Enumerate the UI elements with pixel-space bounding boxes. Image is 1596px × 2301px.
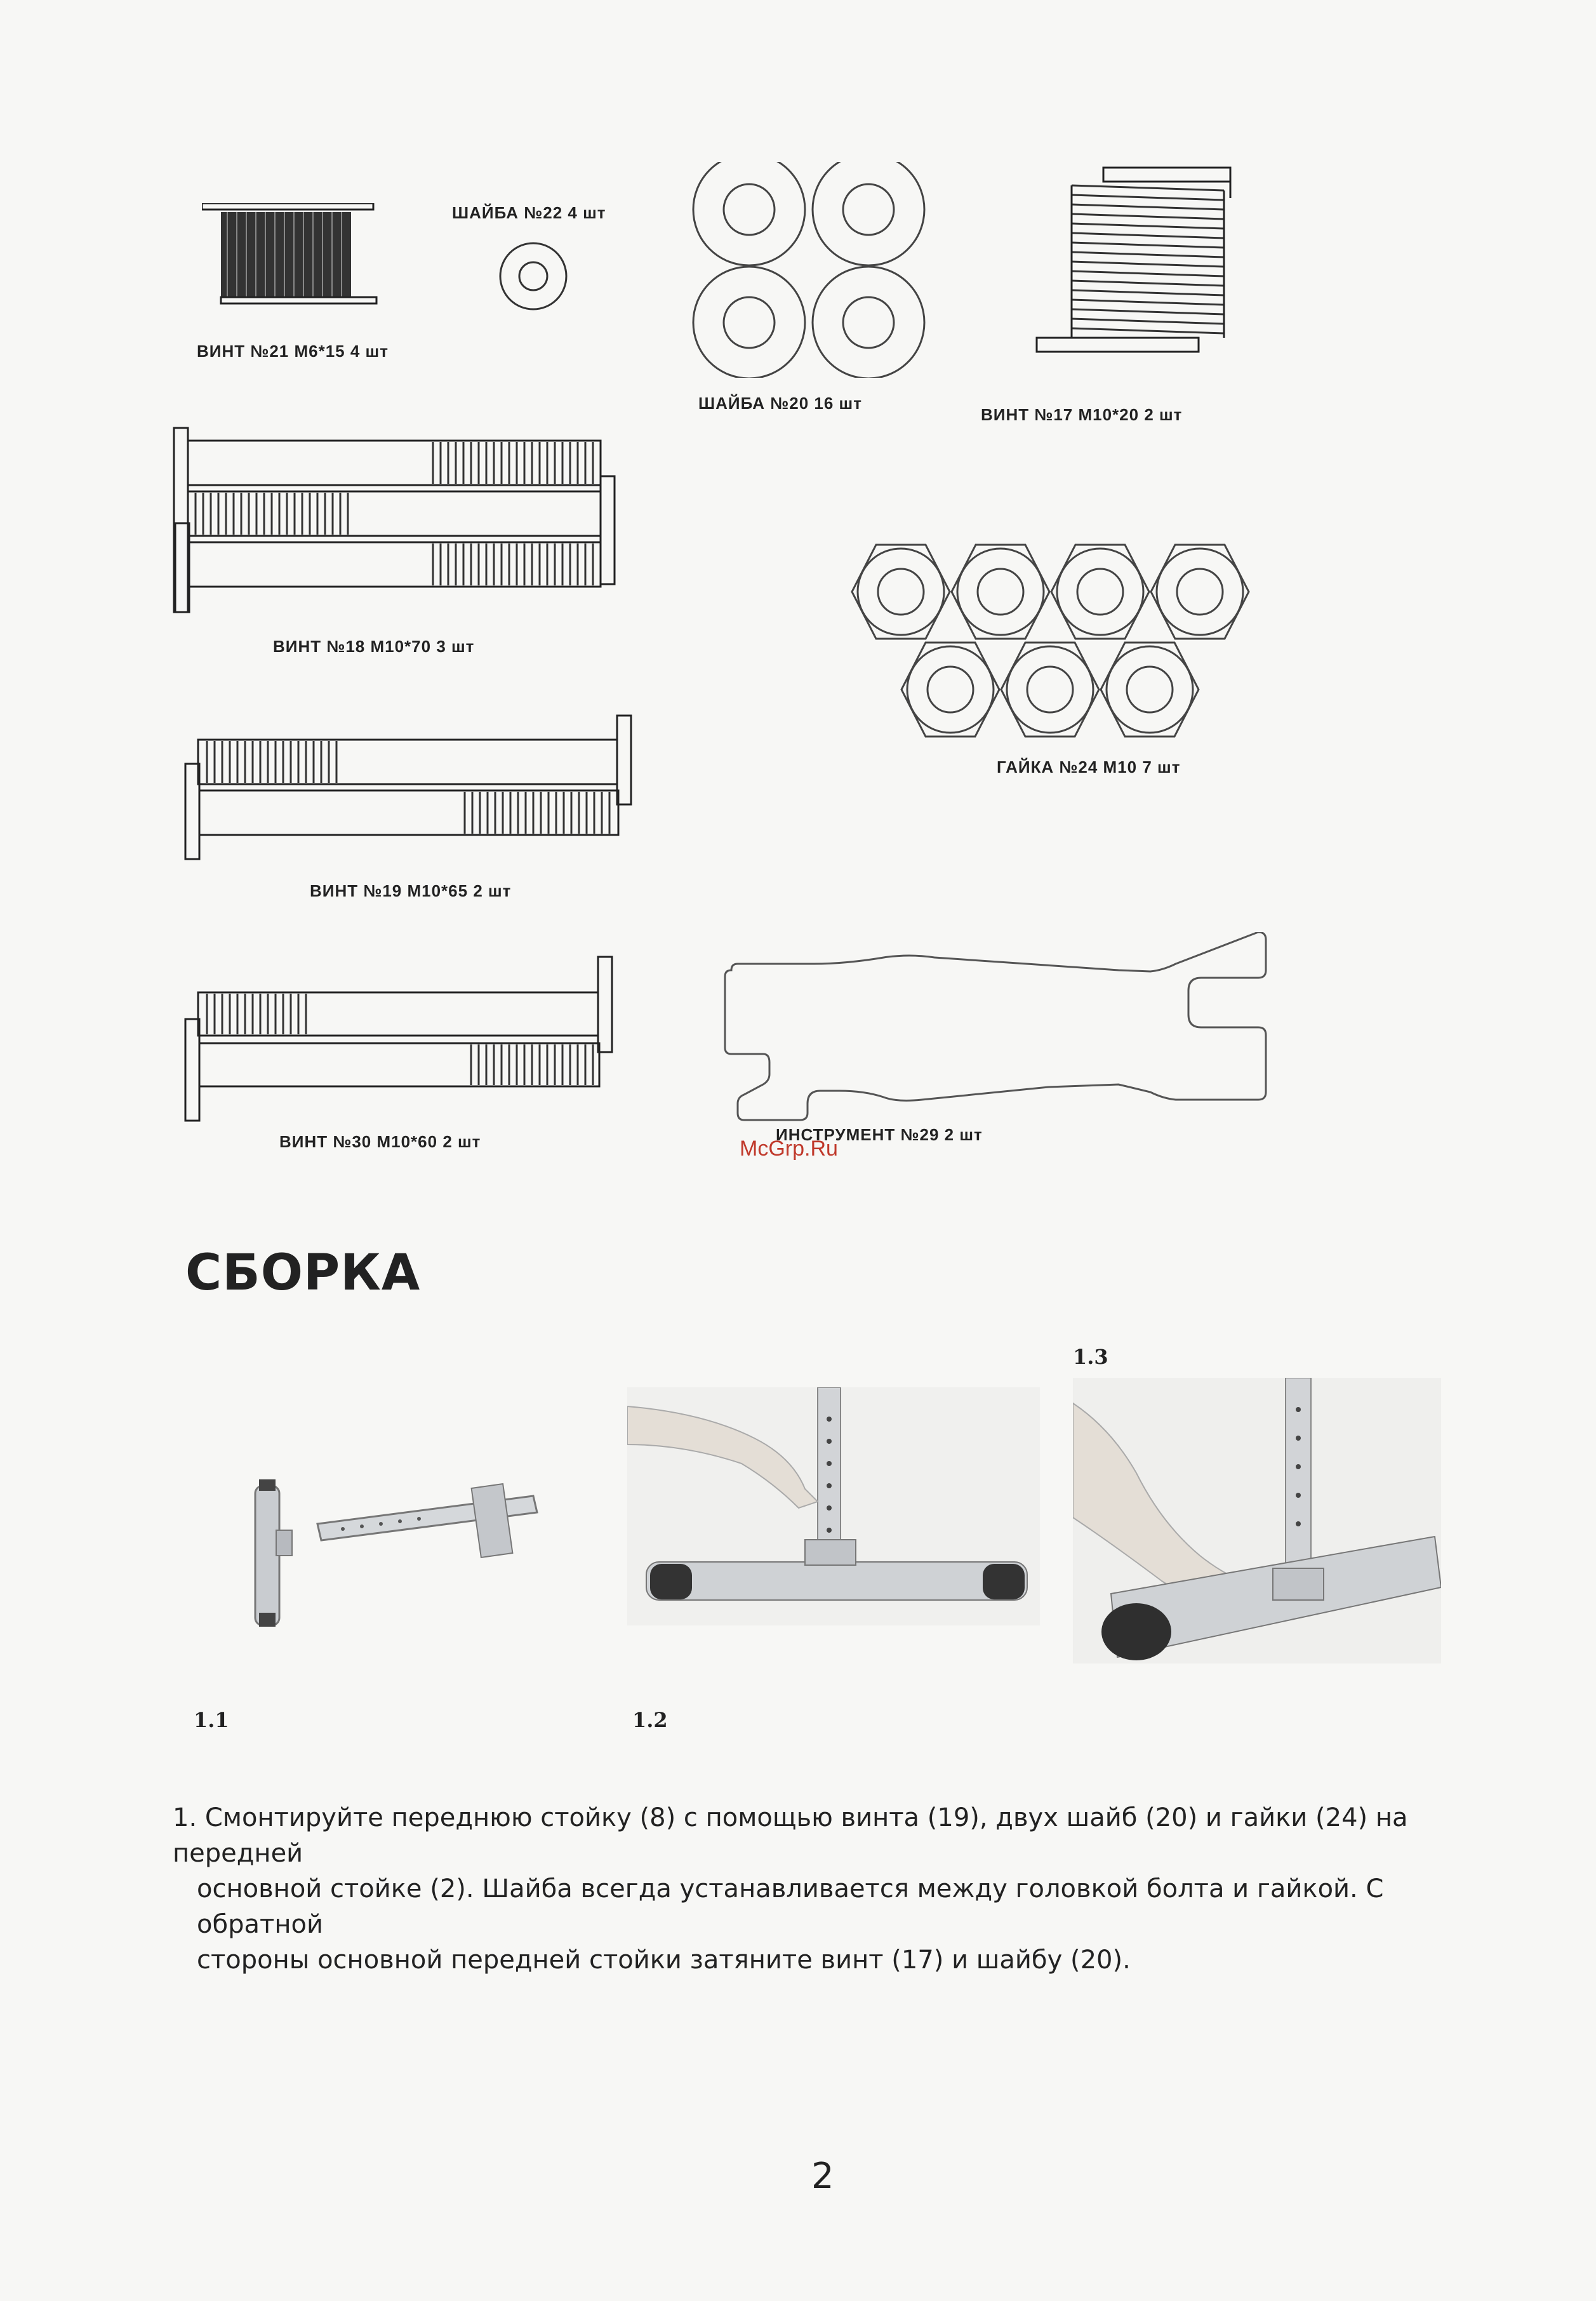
label-wrench-29: ИНСТРУМЕНТ №29 2 шт bbox=[776, 1125, 983, 1144]
washer-22-drawing bbox=[489, 241, 578, 311]
step-label-1-1: 1.1 bbox=[194, 1708, 229, 1732]
label-nut-24: ГАЙКА №24 М10 7 шт bbox=[997, 757, 1181, 777]
bolt-17-drawing bbox=[1034, 166, 1256, 370]
step-label-1-2: 1.2 bbox=[632, 1708, 668, 1732]
nut-24-drawing bbox=[851, 541, 1263, 750]
washer-20-drawing bbox=[689, 162, 930, 378]
instruction-line-3: стороны основной передней стойки затяните винт (17) и шайбу (20). bbox=[197, 1945, 1131, 1975]
label-washer-20: ШАЙБА №20 16 шт bbox=[698, 394, 862, 413]
bolt-18-drawing bbox=[166, 427, 639, 617]
bolt-19-drawing bbox=[179, 714, 639, 867]
photo-step-1-3 bbox=[1073, 1378, 1441, 1664]
label-bolt-30: ВИНТ №30 М10*60 2 шт bbox=[279, 1132, 481, 1151]
bolt-30-drawing bbox=[179, 956, 623, 1127]
instruction-text bbox=[173, 1800, 1442, 1978]
watermark: McGrp.Ru bbox=[740, 1137, 838, 1161]
section-title: СБОРКА bbox=[185, 1244, 421, 1302]
label-bolt-18: ВИНТ №18 М10*70 3 шт bbox=[273, 637, 475, 656]
page-number: 2 bbox=[811, 2156, 834, 2197]
step-label-1-3: 1.3 bbox=[1073, 1345, 1108, 1369]
photo-step-1-2 bbox=[627, 1387, 1040, 1625]
label-bolt-19: ВИНТ №19 М10*65 2 шт bbox=[310, 881, 512, 900]
instruction-line-1: 1. Смонтируйте переднюю стойку (8) с помощью винта (19), двух шайб (20) и гайки (24) на передней bbox=[173, 1803, 1408, 1868]
label-washer-22: ШАЙБА №22 4 шт bbox=[452, 203, 606, 222]
label-bolt-21: ВИНТ №21 М6*15 4 шт bbox=[197, 342, 389, 361]
photo-step-1-1 bbox=[241, 1460, 546, 1632]
bolt-21-drawing bbox=[202, 203, 380, 305]
wrench-29-drawing bbox=[719, 932, 1271, 1123]
label-bolt-17: ВИНТ №17 М10*20 2 шт bbox=[981, 405, 1183, 424]
instruction-line-2: основной стойке (2). Шайба всегда устанавливается между головкой болта и гайкой. С обратной bbox=[197, 1874, 1384, 1939]
